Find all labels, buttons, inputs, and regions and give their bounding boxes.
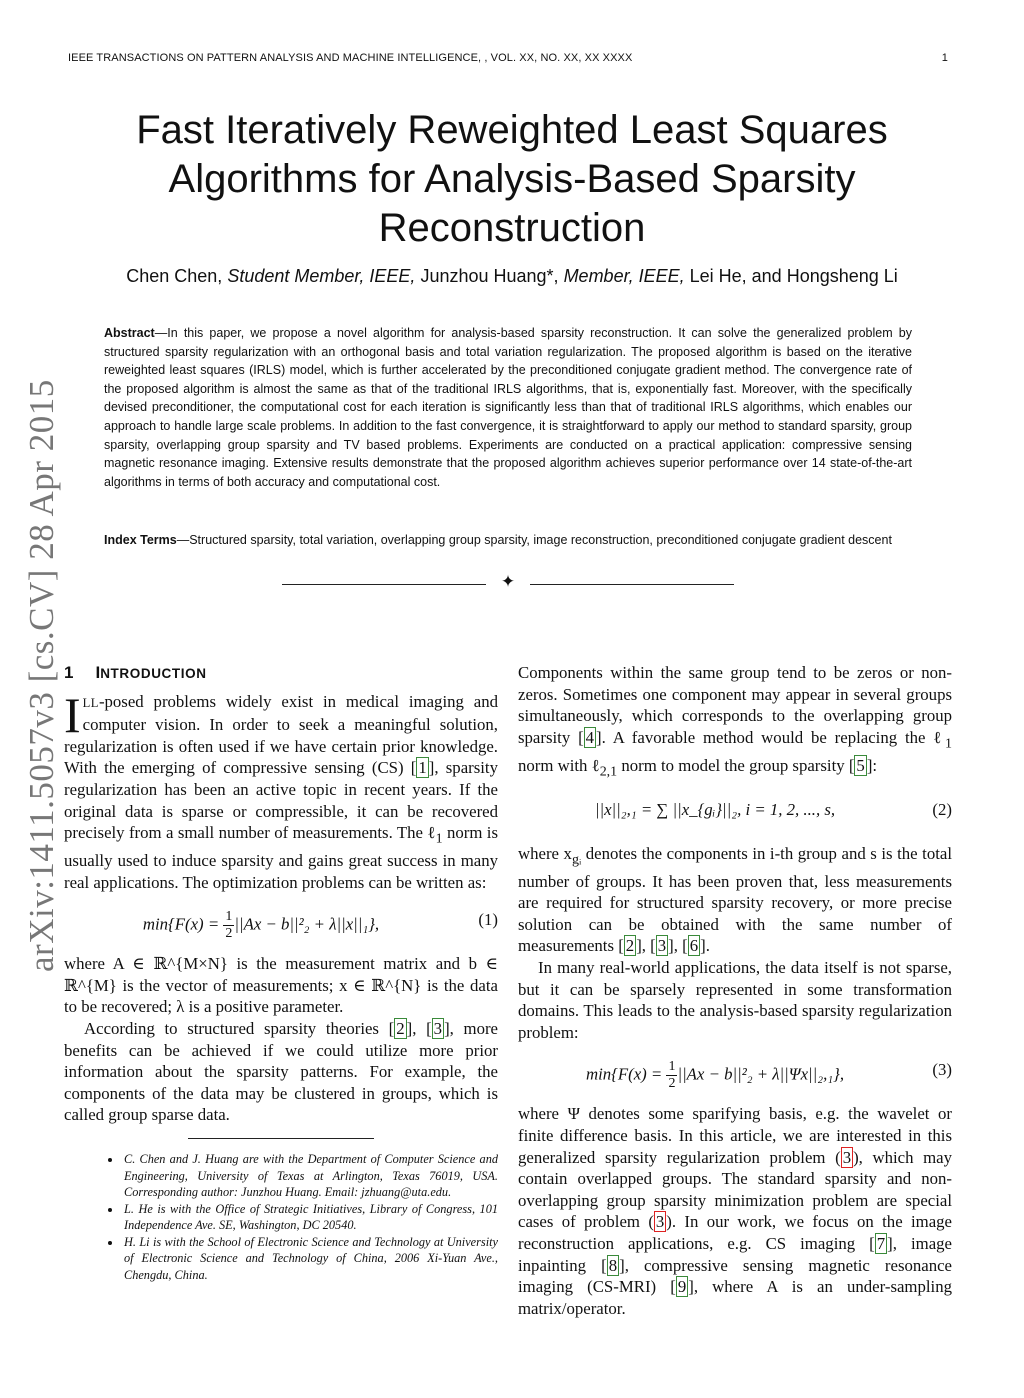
- arxiv-stamp: arXiv:1411.5057v3 [cs.CV] 28 Apr 2015: [22, 379, 61, 972]
- right-text-h: , which may contain overlapped groups. The standard sparsity and non-overlapping group sparsity minimization problem are special cases of problem: [518, 1147, 952, 1232]
- subscript: gᵢ: [571, 852, 582, 868]
- footnote-item: • L. He is with the Office of Strategic Initiatives, Library of Congress, 101 Independence Ave. SE, Washington, DC 20540.: [122, 1201, 498, 1234]
- footnote-item: • H. Li is with the School of Electronic Science and Technology at University of Electronic Science and Technology of China, 2006 Xi-Yuan Ave., Chengdu, China.: [122, 1234, 498, 1284]
- author-others: Lei He, and Hongsheng Li: [689, 266, 898, 286]
- equation-link[interactable]: 3: [655, 1212, 665, 1232]
- running-title: IEEE TRANSACTIONS ON PATTERN ANALYSIS AND MACHINE INTELLIGENCE, , VOL. XX, NO. XX, XX XXXX: [68, 52, 633, 64]
- index-terms-text: —Structured sparsity, total variation, overlapping group sparsity, image reconstruction, preconditioned conjugate gradient descent: [176, 533, 892, 547]
- equation-link[interactable]: 3: [842, 1147, 852, 1167]
- equation-3: [518, 1049, 952, 1097]
- index-terms-label: Index Terms: [104, 533, 177, 547]
- fraction-numerator: 1: [668, 1059, 676, 1075]
- fraction: [223, 909, 234, 942]
- right-text-d: norm to model the group sparsity: [617, 755, 849, 775]
- left-column: [64, 662, 498, 1296]
- right-column: [518, 662, 952, 1319]
- fraction-denominator: 2: [668, 1076, 676, 1092]
- fraction-numerator: 1: [225, 909, 233, 925]
- section-title-initial: I: [95, 663, 101, 682]
- section-divider: [282, 572, 734, 591]
- citation-link[interactable]: 6: [689, 936, 699, 956]
- author-huang: Junzhou Huang*,: [420, 266, 559, 286]
- abstract-text: —In this paper, we propose a novel algorithm for analysis-based sparsity reconstruction. It can solve the generalized problem by structured sparsity regularization with an orthogonal basis and total variation regularization. The proposed algorithm is based on the iterative reweighted least squares (IRLS) model, which is further accelerated by the preconditioned conjugate gradient method. The convergence rate of the proposed algorithm is almost the same as that of the traditional IRLS algorithms, that is, exponentially fast. Moreover, with the specifically devised preconditioner, the computational cost for each iteration is significantly less than that of traditional IRLS algorithms, which enables our approach to handle large scale problems. In addition to the fast convergence, it is straightforward to apply our method to standard sparsity, group sparsity, overlapping group sparsity and TV based problems. Experiments are conducted on a practical application: compressive sensing magnetic resonance imaging. Extensive results demonstrate that the proposed algorithm achieves superior performance over 14 state-of-the-art algorithms in terms of both accuracy and computational cost.: [104, 326, 912, 489]
- right-text-e: where x: [518, 843, 572, 863]
- author-list: [40, 266, 984, 287]
- right-text-k: , compressive sensing magnetic resonance imaging (CS-MRI): [518, 1255, 952, 1297]
- equation-2: [518, 789, 952, 837]
- author-chen: Chen Chen,: [126, 266, 223, 286]
- right-text-g: where Ψ denotes some sparifying basis, e.g. the wavelet or finite difference basis. In this article, we are interested in this generalized sparsity regularization problem: [518, 1104, 952, 1167]
- equation-number: (3): [932, 1060, 952, 1080]
- intro-paragraph-3: According to structured sparsity theories [ 2 ], [ 3 ], more benefits can be achieved if we could utilize more prior information about the sparsity patterns. For example, the components of the data may be clustered in groups, which is called group sparse data.: [64, 1019, 498, 1125]
- title-line-1: Fast Iteratively Reweighted Least Squares: [136, 108, 888, 152]
- intro-text-d: According to structured sparsity theories: [84, 1019, 389, 1039]
- running-header: [68, 52, 948, 64]
- citation-link[interactable]: 3: [657, 936, 667, 956]
- fraction: [666, 1059, 677, 1092]
- equation-3-body: [518, 1059, 912, 1092]
- equation-1-rhs: ||Ax − b||²₂ + λ||x||₁},: [234, 914, 380, 934]
- equation-2-body: ||x||₂,₁ = ∑ ||x_{gᵢ}||₂, i = 1, 2, ..., s,: [594, 799, 836, 819]
- right-text-i: . In our work, we focus on the image reconstruction applications, e.g. CS imaging: [518, 1212, 952, 1253]
- equation-number: (1): [478, 910, 498, 930]
- fraction-denominator: 2: [225, 926, 233, 942]
- equation-number: (2): [932, 799, 952, 819]
- section-title-rest: NTRODUCTION: [100, 666, 207, 681]
- citation-link[interactable]: 3: [433, 1019, 443, 1039]
- citation-link[interactable]: 7: [876, 1233, 886, 1253]
- right-text-l: , where A is an under-sampling matrix/operator.: [518, 1277, 952, 1318]
- title-line-3: Reconstruction: [378, 206, 646, 250]
- abstract: [104, 324, 912, 491]
- intro-paragraph-1: ILL-posed problems widely exist in medical imaging and computer vision. In order to seek a meaningful solution, regularization is often used if we have certain prior knowledge. With the emerging of compressive sensing (CS) [ 1 ], sparsity regularization has been an active topic in recent years. If the original data is sparse or compressible, it can be recovered precisely from a small number of measurements. The ℓ$_1$ norm is usually used to induce sparsity and gains great success in many real applications. The optimization problems can be written as:: [64, 686, 498, 892]
- intro-paragraph-2: where A ∈ ℝ^{M×N} is the measurement matrix and b ∈ ℝ^{M} is the vector of measurements; x ∈ ℝ^{N} is the data to be recovered; λ is a positive parameter.: [64, 954, 498, 1017]
- divider-star-icon: ✦: [500, 572, 516, 591]
- citation-link[interactable]: 1: [418, 758, 427, 778]
- equation-1-lhs: min{F(x) =: [142, 914, 224, 934]
- abstract-label: Abstract: [104, 326, 155, 340]
- intro-text-e: , more benefits can be achieved if we could utilize more prior information about the sparsity patterns. For example, the components of the data may be clustered in groups, which is called group sparse data.: [64, 1019, 498, 1125]
- right-text-c: norm with ℓ: [518, 755, 600, 775]
- intro-text-b: , sparsity regularization has been an active topic in recent years. If the original data is sparse or compressible, it can be recovered precisely from a small number of measurements. The ℓ: [64, 758, 498, 843]
- section-heading: [64, 662, 498, 685]
- author-huang-role: Member, IEEE,: [563, 266, 685, 286]
- intro-paragraph-4: Components within the same group tend to be zeros or non-zeros. Sometimes one component may appear in several groups simultaneously, which corresponds to the overlapping group sparsity [ 4 ]. A favorable method would be replacing the ℓ$_1$ norm with ℓ$_{2,1}$ norm to model the group sparsity [ 5 ]:: [518, 663, 952, 780]
- right-text-j: , image inpainting: [518, 1233, 952, 1275]
- equation-1-body: [64, 909, 458, 942]
- dropcap-continuation: LL: [82, 695, 99, 710]
- section-number: 1: [64, 663, 74, 682]
- title-line-2: Algorithms for Analysis-Based Sparsity: [168, 157, 856, 201]
- intro-paragraph-5: where $x_{gᵢ}$ denotes the components in i-th group and s is the total number of groups. It has been proven that, less measurements are required for structured sparsity recovery, or more precise solution can be obtained with the same number of measurements [ 2 ], [ 3 ], [ 6 ].: [518, 843, 952, 956]
- equation-3-lhs: min{F(x) =: [585, 1064, 667, 1084]
- author-chen-role: Student Member, IEEE,: [227, 266, 416, 286]
- right-text-b: . A favorable method would be replacing the ℓ: [601, 727, 945, 747]
- citation-link[interactable]: 5: [856, 755, 865, 775]
- paper-title: [62, 106, 962, 253]
- right-text-f: denotes the components in i-th group and s is the total number of groups. It has been proven that, less measurements are required for structured sparsity recovery, or more precise solution can be obtained with the same number of measurements: [518, 843, 952, 956]
- right-text-a: Components within the same group tend to be zeros or non-zeros. Sometimes one component may appear in several groups simultaneously, which corresponds to the overlapping group sparsity: [518, 663, 952, 747]
- intro-paragraph-6: In many real-world applications, the data itself is not sparse, but it can be sparsely represented in some transformation domains. This leads to the analysis-based sparsity regularization problem:: [518, 958, 952, 1042]
- subscript: 2,1: [599, 764, 618, 780]
- citation-link[interactable]: 9: [677, 1277, 687, 1297]
- intro-text-a: -posed problems widely exist in medical imaging and computer vision. In order to seek a meaningful solution, regularization is often used if we have certain prior knowledge. With the emerging of compressive sensing (CS): [64, 691, 498, 778]
- footnote-item: • C. Chen and J. Huang are with the Department of Computer Science and Engineering, University of Texas at Arlington, Texas 76019, USA. Corresponding author: Junzhou Huang. Email: jzhuang@uta.edu.: [122, 1151, 498, 1201]
- citation-link[interactable]: 2: [625, 936, 635, 956]
- equation-1: [64, 899, 498, 947]
- citation-link[interactable]: 8: [608, 1255, 618, 1275]
- colon: :: [872, 755, 878, 775]
- citation-link[interactable]: 2: [396, 1019, 405, 1039]
- intro-text-c: norm is usually used to induce sparsity and gains great success in many real applications. The optimization problems can be written as:: [64, 823, 498, 892]
- equation-3-rhs: ||Ax − b||²₂ + λ||Ψx||₂,₁},: [677, 1064, 845, 1084]
- intro-paragraph-7: where Ψ denotes some sparifying basis, e.g. the wavelet or finite difference basis. In this article, we are interested in this generalized sparsity regularization problem ( 3 ), which may contain overlapped groups. The standard sparsity and non-overlapping group sparsity minimization problem are special cases of problem ( 3 ). In our work, we focus on the image reconstruction applications, e.g. CS imaging [ 7 ], image inpainting [ 8 ], compressive sensing magnetic resonance imaging (CS-MRI) [ 9 ], where A is an under-sampling matrix/operator.: [518, 1104, 952, 1318]
- page-number: 1: [941, 52, 948, 64]
- separator: ,: [412, 1019, 427, 1039]
- footnote-rule: [188, 1138, 374, 1139]
- footnotes: [64, 1151, 498, 1283]
- subscript: 1: [945, 736, 952, 752]
- subscript: 1: [435, 831, 443, 847]
- citation-link[interactable]: 4: [585, 727, 595, 747]
- index-terms: [104, 531, 912, 550]
- dropcap: I: [64, 686, 81, 743]
